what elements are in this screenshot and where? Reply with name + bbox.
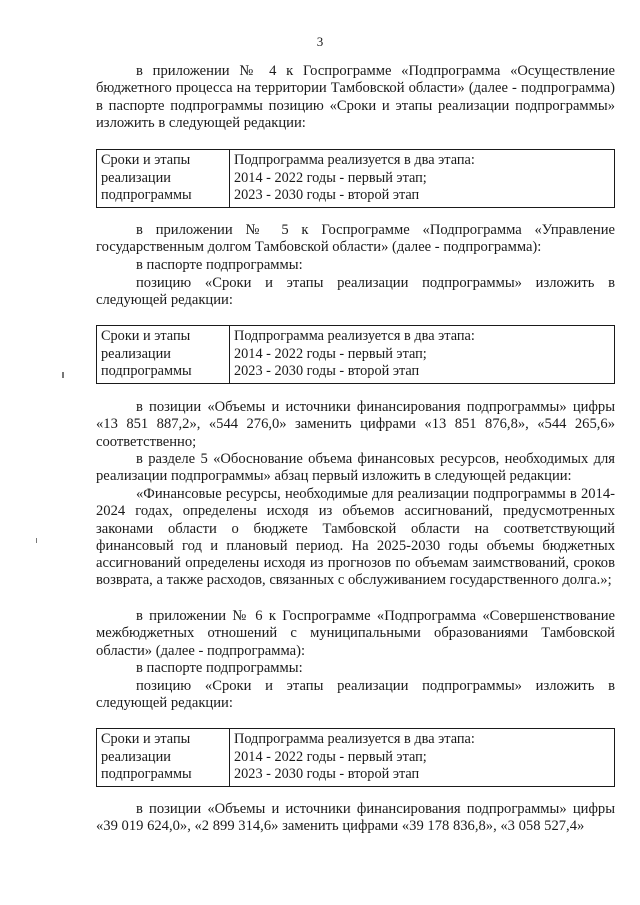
- paragraph-passport-2: в паспорте подпрограммы:: [136, 660, 303, 676]
- table-cell-text: Подпрограмма реализуется в два этапа:: [234, 152, 475, 168]
- table-cell-text: Подпрограмма реализуется в два этапа:: [234, 731, 475, 747]
- scan-mark: [36, 538, 37, 543]
- table-cell-text: реализации: [101, 748, 171, 765]
- table-stages-2-label-cell: [97, 326, 230, 384]
- table-cell-text: 2014 - 2022 годы - первый этап;: [234, 169, 427, 186]
- table-cell-text: подпрограммы: [101, 363, 192, 379]
- table-stages-3-label-cell: [97, 729, 230, 787]
- table-cell-text: реализации: [101, 345, 171, 362]
- scan-mark: [62, 372, 64, 378]
- table-stages-1-value-cell: [230, 150, 615, 208]
- paragraph-appendix-5: в приложении № 5 к Госпрограмме «Подпрограмма «Управление государственным долгом Тамбовской области» (далее - подпрограмма):: [96, 222, 615, 256]
- paragraph-appendix-4: в приложении № 4 к Госпрограмме «Подпрограмма «Осуществление бюджетного процесса на территории Тамбовской области» (далее - подпрограмма) в паспорте подпрограммы позицию «Сроки и этапы реализации подпрограммы» изложить в следующей редакции:: [96, 63, 615, 131]
- table-cell-text: 2014 - 2022 годы - первый этап;: [234, 748, 427, 765]
- paragraph-financing-1: в позиции «Объемы и источники финансирования подпрограммы» цифры «13 851 887,2», «544 276,0» заменить цифрами «13 851 876,8», «544 265,6» соответственно;: [96, 399, 615, 450]
- paragraph-section-5: в разделе 5 «Обоснование объема финансовых ресурсов, необходимых для реализации подпрограммы» абзац первый изложить в следующей редакции:: [96, 451, 615, 485]
- table-stages-2: [96, 325, 615, 384]
- table-stages-1: [96, 149, 615, 208]
- table-stages-3: [96, 728, 615, 787]
- table-cell-text: 2014 - 2022 годы - первый этап;: [234, 345, 427, 362]
- table-cell-text: подпрограммы: [101, 766, 192, 782]
- paragraph-position-1: позицию «Сроки и этапы реализации подпрограммы» изложить в следующей редакции:: [96, 275, 615, 309]
- table-cell-text: реализации: [101, 169, 171, 186]
- table-cell-text: Сроки и этапы: [101, 152, 191, 168]
- table-cell-text: Сроки и этапы: [101, 328, 191, 344]
- paragraph-passport-1: в паспорте подпрограммы:: [136, 257, 303, 273]
- table-cell-text: Сроки и этапы: [101, 731, 191, 747]
- table-cell-text: Подпрограмма реализуется в два этапа:: [234, 328, 475, 344]
- table-cell-text: подпрограммы: [101, 187, 192, 203]
- table-cell-text: 2023 - 2030 годы - второй этап: [234, 187, 420, 203]
- table-stages-2-value-cell: [230, 326, 615, 384]
- table-cell-text: 2023 - 2030 годы - второй этап: [234, 363, 420, 379]
- table-stages-1-label-cell: [97, 150, 230, 208]
- paragraph-financing-2: в позиции «Объемы и источники финансирования подпрограммы» цифры «39 019 624,0», «2 899 314,6» заменить цифрами «39 178 836,8», «3 058 527,4»: [96, 801, 615, 835]
- paragraph-position-2: позицию «Сроки и этапы реализации подпрограммы» изложить в следующей редакции:: [96, 678, 615, 712]
- paragraph-appendix-6: в приложении № 6 к Госпрограмме «Подпрограмма «Совершенствование межбюджетных отношений с муниципальными образованиями Тамбовской области» (далее - подпрограмма):: [96, 608, 615, 659]
- paragraph-quote: «Финансовые ресурсы, необходимые для реализации подпрограммы в 2014-2024 годах, определены исходя из объемов ассигнований, предусмотренных законами области о бюджете Тамбовской области на соответствующий финансовый год и плановый период. На 2025-2030 годы объемы бюджетных ассигнований определены исходя из прогнозов по объемам заимствований, сроков возврата, а также расходов, связанных с обслуживанием государственного долга.»;: [96, 486, 615, 589]
- table-cell-text: 2023 - 2030 годы - второй этап: [234, 766, 420, 782]
- table-stages-3-value-cell: [230, 729, 615, 787]
- page-number: 3: [316, 34, 324, 49]
